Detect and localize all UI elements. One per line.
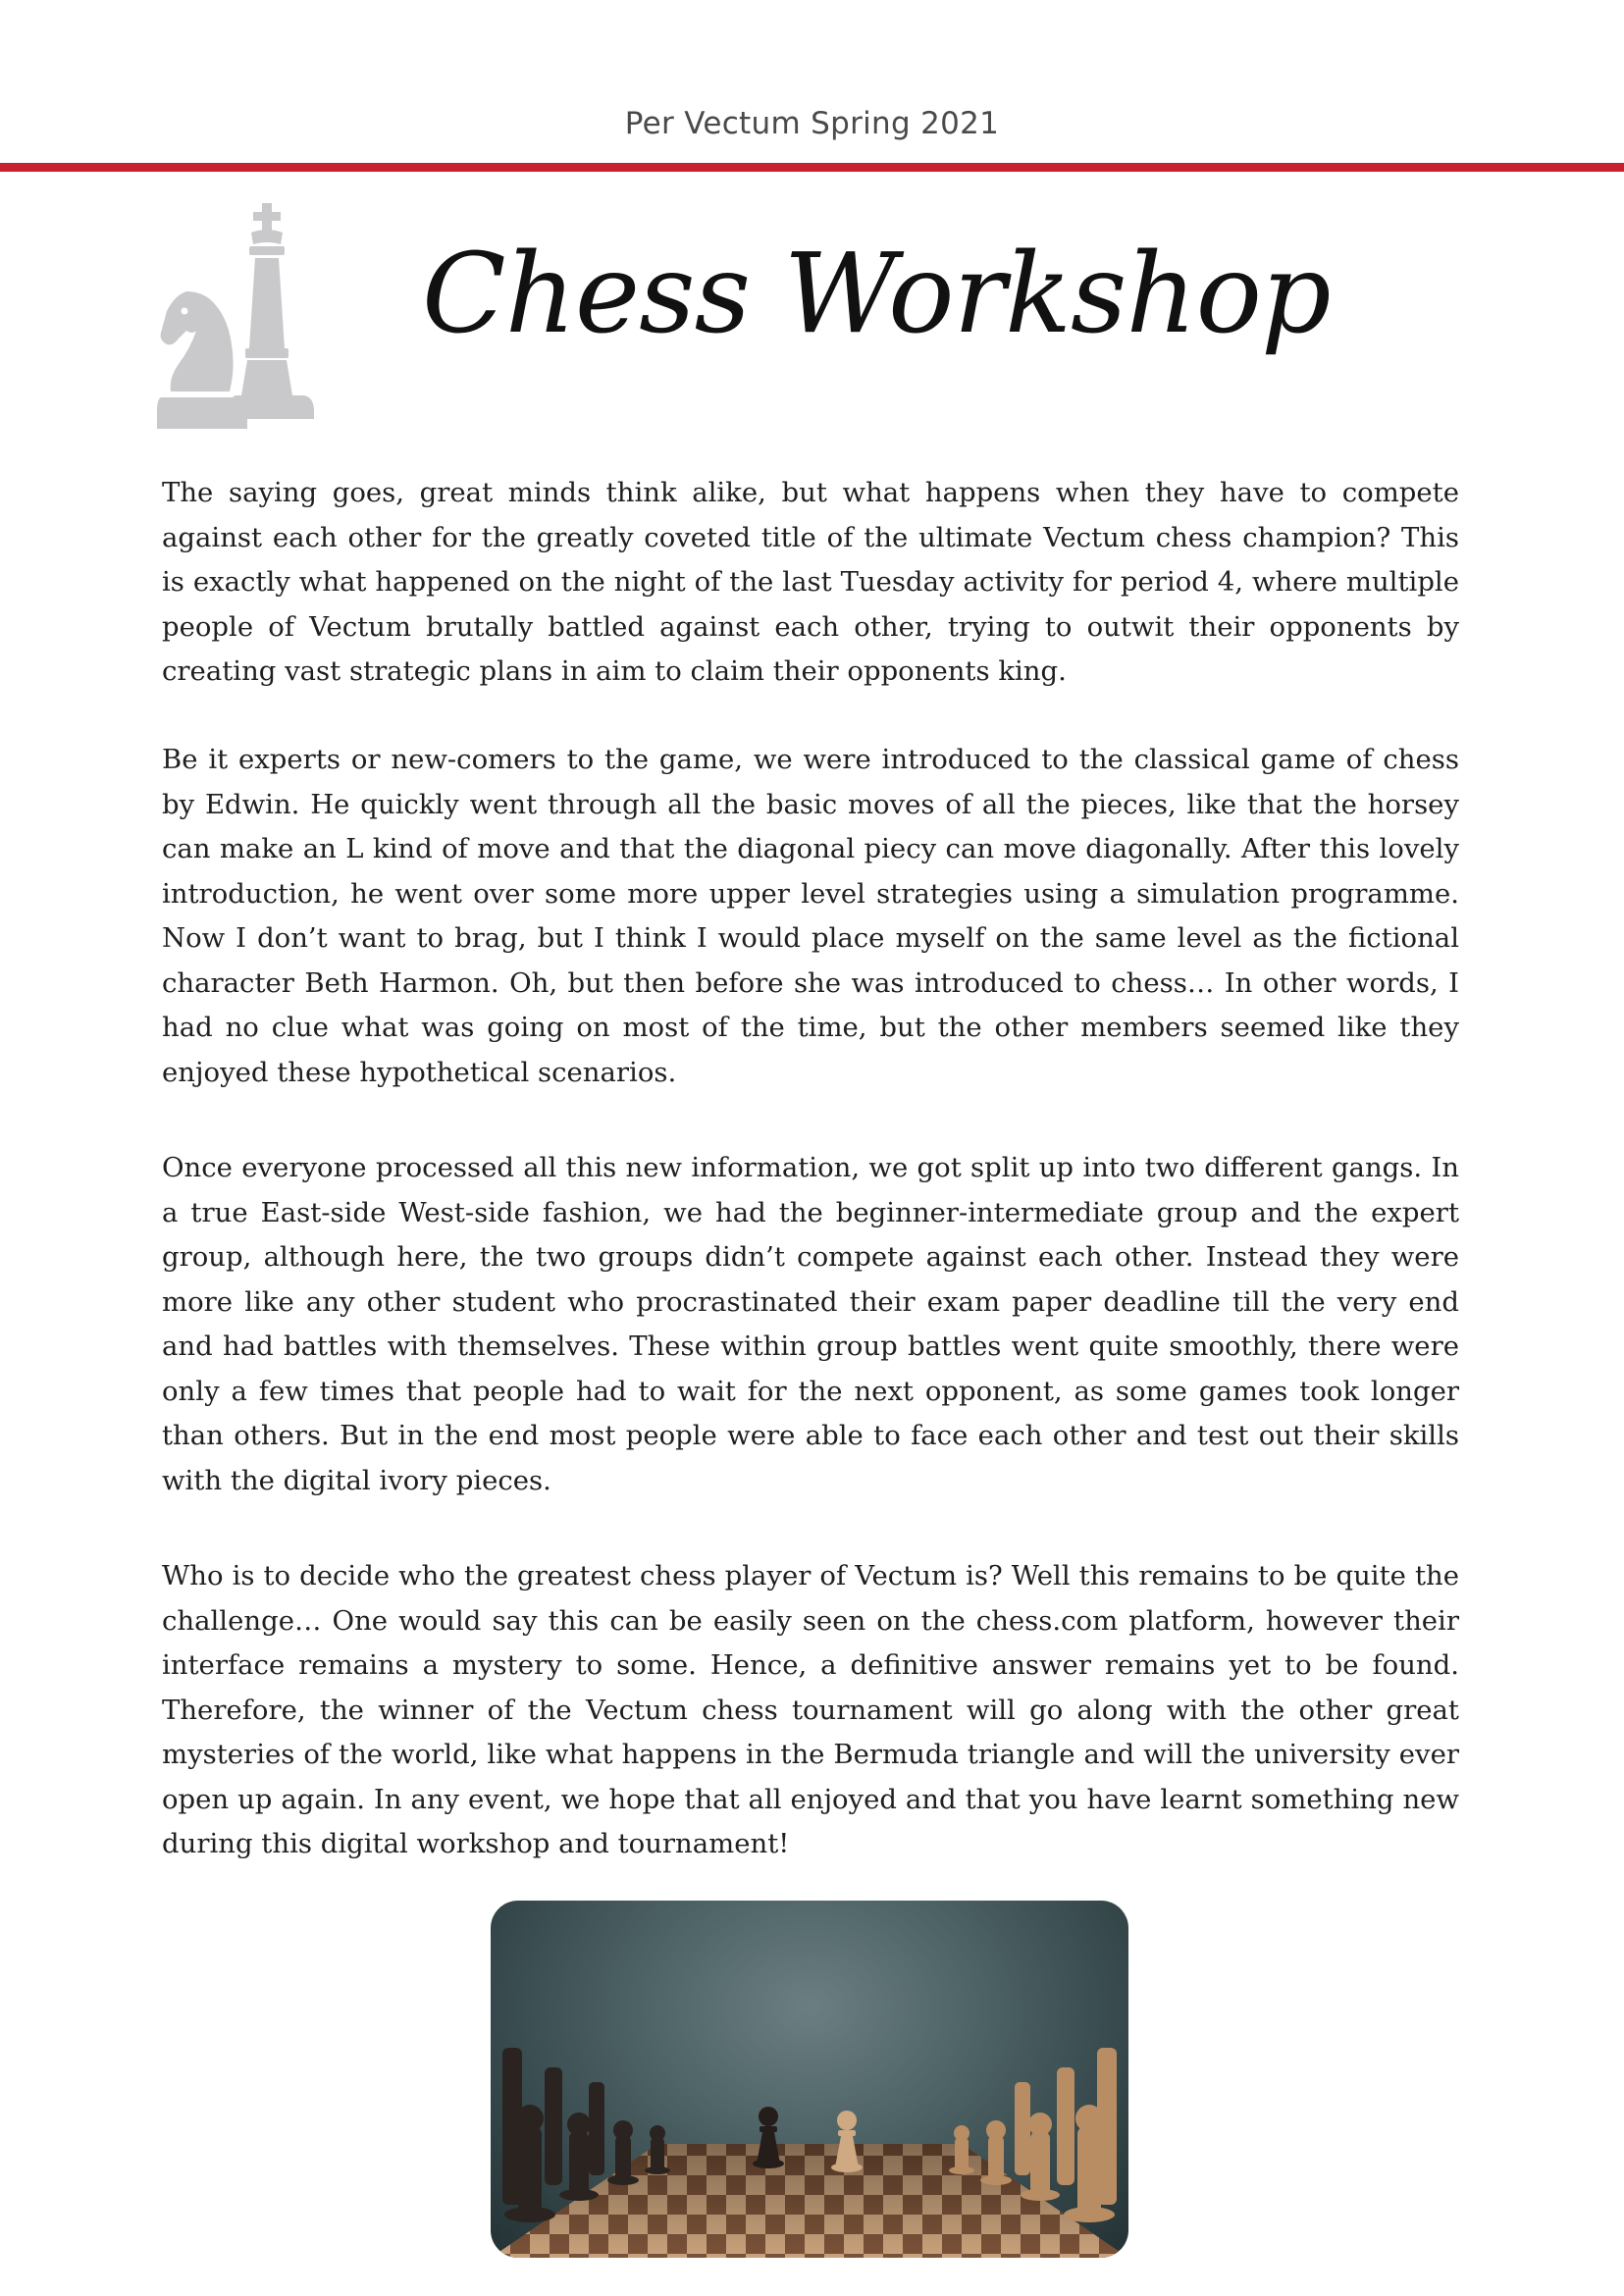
article-title: Chess Workshop (422, 231, 1331, 358)
chess-board-photo (491, 1901, 1128, 2258)
chess-king-knight-icon (157, 201, 324, 432)
article-paragraph-1: The saying goes, great minds think alike, but what happens when they have to compete against each other for the greatly coveted title of the ultimate Vectum chess champion? This is exactly what happened on the night of the last Tuesday activity for period 4, where multiple people of Vectum brutally battled against each other, trying to outwit their opponents by creating vast strategic plans in aim to claim their opponents king. (162, 477, 1459, 687)
chess-scene-illustration (491, 1901, 1128, 2258)
article-paragraph-4: Who is to decide who the greatest chess player of Vectum is? Well this remains to be quite the challenge… One would say this can be easily seen on the chess.com platform, however their interface remains a mystery to some. Hence, a definitive answer remains yet to be found. Therefore, the winner of the Vectum chess tournament will go along with the other great mysteries of the world, like what happens in the Bermuda triangle and will the university ever open up again. In any event, we hope that all enjoyed and that you have learnt something new during this digital workshop and tournament! (162, 1560, 1459, 1859)
article-paragraph-2: Be it experts or new-comers to the game, we were introduced to the classical game of chess by Edwin. He quickly went through all the basic moves of all the pieces, like that the horsey can make an L kind of move and that the diagonal piecy can move diagonally. After this lovely introduction, he went over some more upper level strategies using a simulation programme. Now I don’t want to brag, but I think I would place myself on the same level as the fictional character Beth Harmon. Oh, but then before she was introduced to chess… In other words, I had no clue what was going on most of the time, but the other members seemed like they enjoyed these hypothetical scenarios. (162, 744, 1459, 1088)
article-paragraph-3: Once everyone processed all this new information, we got split up into two different gangs. In a true East-side West-side fashion, we had the beginner-intermediate group and the expert group, although here, the two groups didn’t compete against each other. Instead they were more like any other student who procrastinated their exam paper deadline till the very end and had battles with themselves. These within group battles went quite smoothly, there were only a few times that people had to wait for the next opponent, as some games took longer than others. But in the end most people were able to face each other and test out their skills with the digital ivory pieces. (162, 1152, 1459, 1496)
issue-header: Per Vectum Spring 2021 (624, 106, 1000, 141)
header-divider (0, 163, 1624, 172)
